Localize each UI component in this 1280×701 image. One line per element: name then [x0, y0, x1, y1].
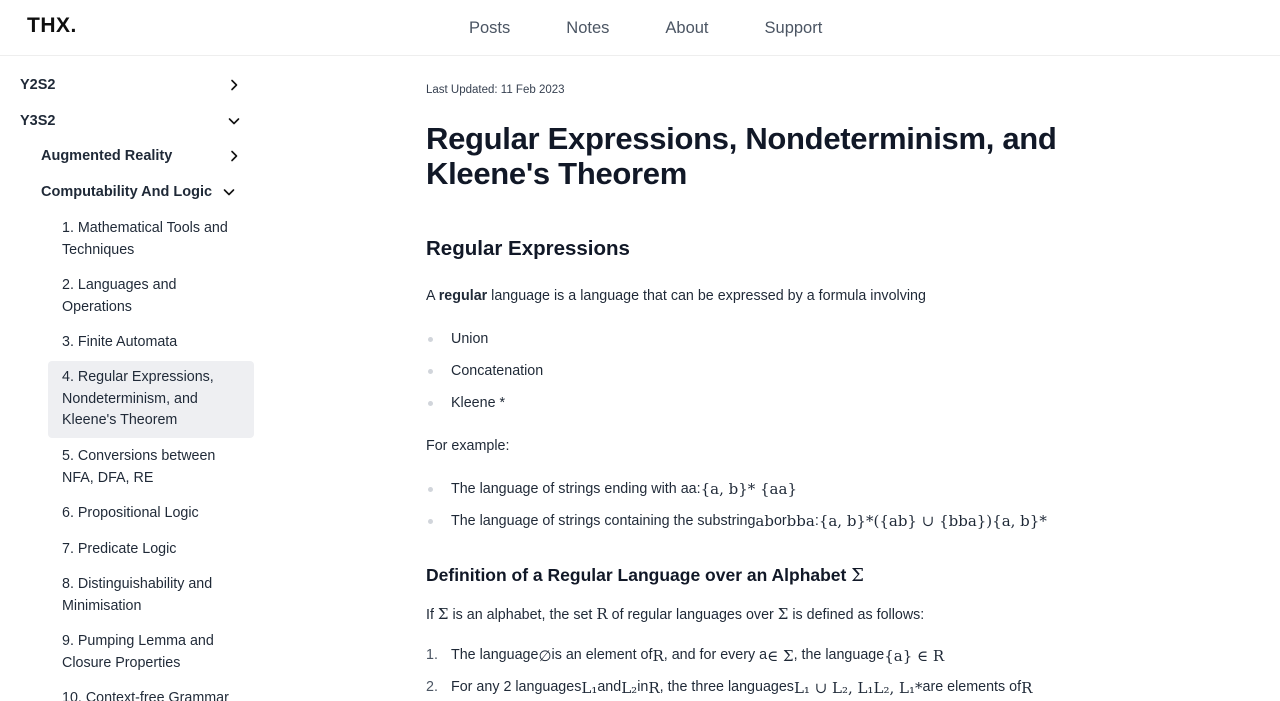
- list-number: 1.: [426, 647, 438, 663]
- math-expression: ∅: [538, 647, 552, 665]
- for-example-text: For example:: [426, 438, 510, 454]
- ordered-list-item: [426, 679, 1032, 697]
- bullet-icon: [428, 369, 433, 374]
- sidebar-item-distinguishability[interactable]: [48, 574, 254, 617]
- math-expression: Σ: [777, 605, 789, 623]
- sidebar-item-label: 6. Propositional Logic: [62, 505, 199, 521]
- list-item-text: , and for every a: [663, 647, 768, 663]
- top-navigation-bar: [0, 0, 1280, 56]
- list-item-text: , the three languages: [659, 679, 794, 695]
- list-item-text: , the language: [793, 647, 885, 663]
- math-expression: R: [1021, 679, 1033, 697]
- sidebar-item-languages[interactable]: [48, 275, 254, 318]
- math-expression: {a, b}*({ab} ∪ {bba}){a, b}*: [818, 512, 1047, 530]
- paragraph-text: If: [426, 607, 438, 623]
- section-heading-definition: [426, 565, 864, 586]
- sidebar-item-label: 1. Mathematical Tools and: [62, 220, 228, 236]
- math-expression: R: [652, 647, 664, 665]
- math-expression: L₂: [621, 679, 638, 697]
- sidebar-item-label: 8. Distinguishability and: [62, 576, 213, 592]
- page-title: [426, 121, 1126, 191]
- math-expression: {a} ∈ R: [884, 647, 945, 665]
- paragraph-text: of regular languages over: [607, 607, 778, 623]
- list-item-text: are elements of: [922, 679, 1022, 695]
- nav-about[interactable]: About: [665, 18, 709, 37]
- math-expression: Σ: [851, 565, 864, 586]
- sidebar-item-propositional-logic[interactable]: [48, 503, 254, 525]
- list-item-text: is an element of: [551, 647, 653, 663]
- intro-paragraph: [426, 288, 926, 304]
- sidebar-item-label: Closure Properties: [62, 654, 181, 671]
- math-expression: {a, b}* {aa}: [700, 480, 797, 498]
- site-logo[interactable]: THX.: [27, 14, 77, 37]
- bullet-icon: [428, 337, 433, 342]
- sidebar-item-label: 10. Context-free Grammar: [62, 690, 229, 701]
- nav-notes[interactable]: Notes: [566, 18, 610, 37]
- math-expression: R: [596, 605, 608, 623]
- nav-support[interactable]: Support: [764, 18, 823, 37]
- sidebar-item-context-free-grammar[interactable]: [48, 688, 254, 701]
- math-expression: ∈ Σ: [767, 647, 794, 665]
- sidebar-section-label: Y2S2: [20, 77, 56, 93]
- math-expression: L₁ ∪ L₂, L₁L₂, L₁*: [793, 679, 923, 697]
- list-number: 2.: [426, 679, 438, 695]
- sidebar-item-label: 4. Regular Expressions,: [62, 369, 214, 385]
- sidebar-item-conversions[interactable]: [48, 446, 254, 489]
- intro-text: language is a language that can be expressed by a formula involving: [487, 288, 926, 304]
- sidebar-item-label: 3. Finite Automata: [62, 334, 178, 350]
- list-item-text: in: [637, 679, 649, 695]
- sidebar-item-label: Nondeterminism, and: [62, 390, 198, 407]
- sidebar-item-finite-automata[interactable]: [48, 332, 254, 354]
- bullet-icon: [428, 401, 433, 406]
- sidebar-item-label: 7. Predicate Logic: [62, 541, 177, 557]
- sidebar-subsection-augmented-reality[interactable]: [41, 148, 240, 164]
- list-item-text: Union: [451, 331, 489, 347]
- list-item: [426, 512, 1047, 530]
- sidebar-item-label: Kleene's Theorem: [62, 412, 178, 428]
- list-item-text: and: [597, 679, 622, 695]
- sidebar-subsection-label: Augmented Reality: [41, 148, 173, 164]
- nav-posts[interactable]: Posts: [469, 18, 511, 37]
- math-expression: L₁: [581, 679, 598, 697]
- heading-text: Definition of a Regular Language over an Alphabet: [426, 565, 852, 585]
- ordered-list-item: [426, 647, 944, 665]
- chevron-right-icon: [228, 150, 240, 162]
- math-expression: bba: [786, 512, 815, 530]
- sidebar-item-label: 5. Conversions between: [62, 448, 216, 464]
- math-expression: Σ: [437, 605, 449, 623]
- bullet-icon: [428, 519, 433, 524]
- sidebar-item-label: Minimisation: [62, 597, 142, 614]
- list-item-text: For any 2 languages: [451, 679, 582, 695]
- sidebar-item-mathematical-tools[interactable]: [48, 218, 254, 261]
- list-item: [426, 480, 797, 498]
- sidebar-item-label: Operations: [62, 298, 132, 315]
- sidebar-item-label: 9. Pumping Lemma and: [62, 633, 214, 649]
- list-item: [426, 395, 505, 411]
- list-item-text: Concatenation: [451, 363, 544, 379]
- list-item-text: The language of strings ending with aa:: [451, 481, 701, 497]
- section-heading-regular-expressions: Regular Expressions: [426, 237, 630, 260]
- list-item: [426, 363, 543, 379]
- sidebar-subsection-computability[interactable]: [41, 184, 240, 200]
- list-item-text: The language: [451, 647, 539, 663]
- page-title-line: Kleene's Theorem: [426, 156, 688, 191]
- sidebar-item-label: NFA, DFA, RE: [62, 469, 154, 486]
- chevron-down-icon: [223, 186, 235, 198]
- paragraph-text: is an alphabet, the set: [448, 607, 597, 623]
- intro-text: A: [426, 288, 439, 304]
- sidebar-section-label: Y3S2: [20, 113, 56, 129]
- intro-bold-term: regular: [438, 288, 488, 304]
- paragraph-text: is defined as follows:: [788, 607, 925, 623]
- chevron-down-icon: [228, 115, 240, 127]
- sidebar-item-predicate-logic[interactable]: [48, 539, 254, 561]
- main-nav: [441, 0, 850, 56]
- sidebar-item-label: Techniques: [62, 241, 135, 258]
- sidebar-item-pumping-lemma[interactable]: [48, 631, 254, 674]
- bullet-icon: [428, 487, 433, 492]
- sidebar-subsection-label: Computability And Logic: [41, 184, 213, 200]
- last-updated: Last Updated: 11 Feb 2023: [426, 84, 565, 96]
- list-item: [426, 331, 488, 347]
- sidebar-item-label: 2. Languages and: [62, 277, 177, 293]
- list-item-text: Kleene *: [451, 395, 506, 411]
- page-title-line: Regular Expressions, Nondeterminism, and: [426, 121, 1057, 156]
- sidebar-item-regular-expressions[interactable]: [48, 361, 254, 438]
- list-item-text: :: [814, 513, 819, 529]
- sidebar: [0, 57, 270, 701]
- sidebar-section-y2s2[interactable]: [20, 77, 240, 93]
- chevron-right-icon: [228, 79, 240, 91]
- list-item-text: The language of strings containing the substring: [451, 513, 756, 529]
- math-expression: R: [648, 679, 660, 697]
- list-item-text: or: [773, 513, 787, 529]
- math-expression: ab: [755, 512, 774, 530]
- sidebar-section-y3s2[interactable]: [20, 113, 240, 129]
- definition-paragraph: [426, 605, 924, 623]
